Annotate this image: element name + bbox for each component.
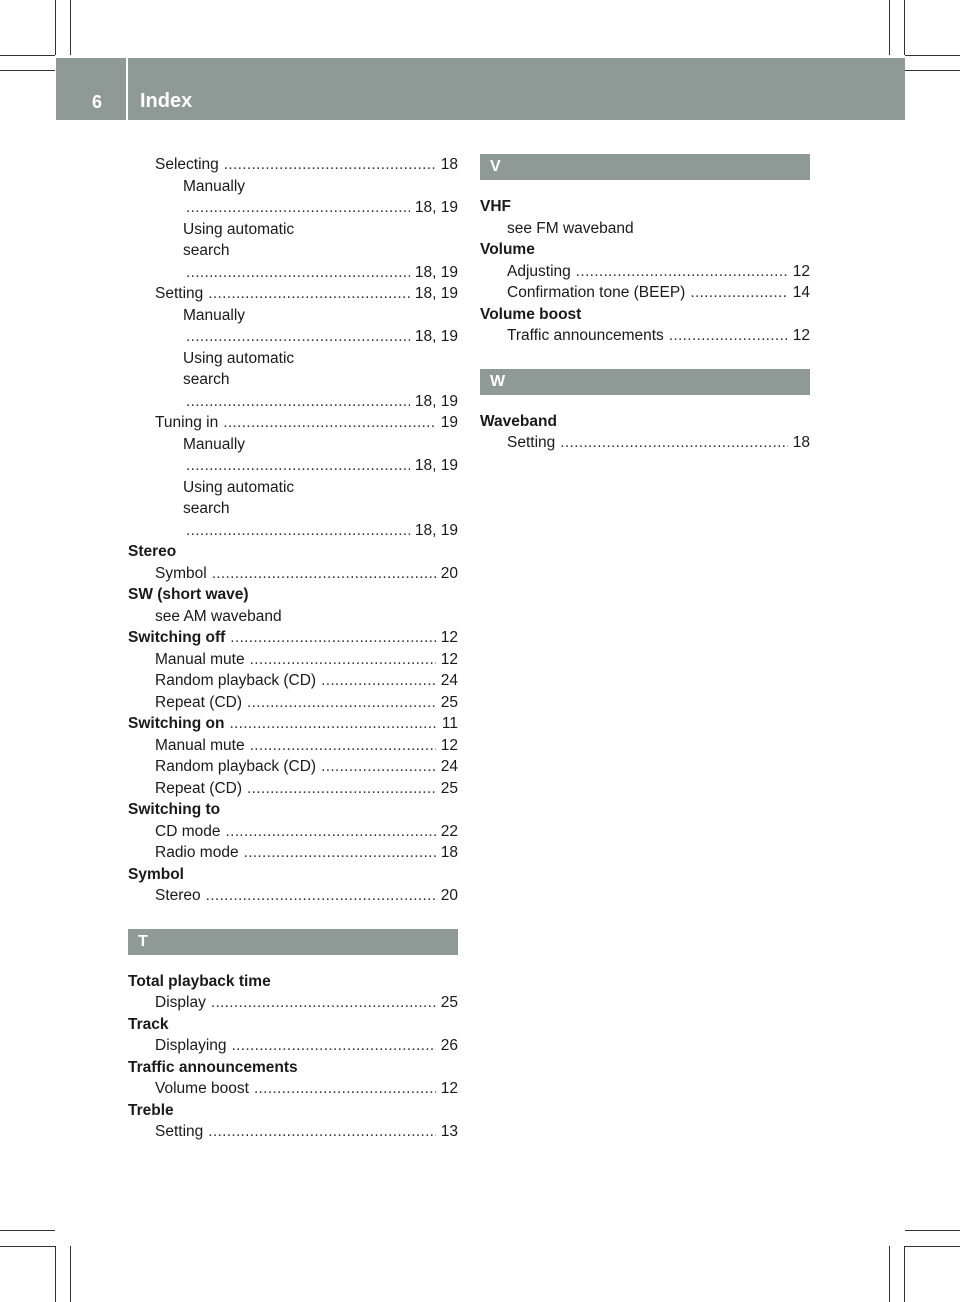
crop-mark	[0, 70, 55, 71]
index-entry	[480, 282, 810, 304]
entry-term: Symbol	[155, 564, 207, 582]
crop-mark	[905, 1230, 960, 1231]
dot-leader	[669, 325, 788, 347]
page-reference: 12	[792, 262, 810, 280]
index-entry	[128, 735, 458, 757]
page-reference: 18, 19	[414, 392, 458, 410]
page-title: Index	[140, 90, 193, 112]
entry-term: Total playback time	[128, 972, 271, 990]
crop-mark	[55, 1246, 56, 1302]
entry-term: Waveband	[480, 412, 557, 430]
page-reference: 25	[440, 994, 458, 1011]
crop-mark	[0, 1246, 55, 1247]
page-reference: 12	[440, 1080, 458, 1097]
page-reference: 12	[440, 629, 458, 646]
crop-mark	[889, 0, 890, 55]
entry-term: Treble	[128, 1101, 174, 1119]
index-entry	[128, 154, 458, 176]
dot-leader	[321, 756, 436, 778]
index-entry	[128, 670, 458, 692]
index-column-left	[128, 154, 458, 1143]
index-entry	[128, 1121, 458, 1143]
entry-term: Manually	[183, 306, 246, 324]
entry-term: search	[183, 242, 230, 259]
index-column-right	[480, 154, 810, 454]
index-entry	[128, 348, 458, 370]
entry-term: Switching on	[128, 715, 225, 732]
entry-term: SW (short wave)	[128, 586, 249, 603]
crop-mark	[70, 1246, 71, 1302]
entry-term: Volume boost	[480, 305, 582, 323]
index-entry	[128, 606, 458, 628]
entry-term: Volume	[480, 241, 535, 258]
index-entry	[128, 1078, 458, 1100]
dot-leader	[576, 261, 788, 283]
index-heading	[128, 1100, 458, 1122]
dot-leader	[230, 627, 435, 649]
entry-term: Volume boost	[155, 1080, 249, 1097]
page-reference: 18, 19	[414, 521, 458, 539]
entry-term: Switching to	[128, 801, 221, 818]
index-entry	[480, 432, 810, 454]
crop-mark	[905, 1246, 960, 1247]
dot-leader	[232, 1035, 436, 1057]
dot-leader	[212, 563, 436, 585]
index-entry	[128, 305, 458, 327]
index-heading	[128, 1014, 458, 1036]
crop-mark	[904, 0, 905, 55]
entry-term: Repeat (CD)	[155, 693, 242, 711]
index-entry	[128, 649, 458, 671]
index-entry	[128, 1035, 458, 1057]
entry-term: Symbol	[128, 865, 184, 883]
dot-leader	[250, 735, 436, 757]
crop-mark	[55, 0, 56, 55]
entry-term: Using automatic	[183, 220, 295, 238]
index-entry	[128, 692, 458, 714]
entry-term: Random playback (CD)	[155, 758, 317, 775]
index-entry	[128, 262, 458, 284]
entry-term: Display	[155, 994, 206, 1011]
entry-term: Manually	[183, 177, 246, 195]
entry-term: Track	[128, 1015, 169, 1033]
dot-leader	[247, 692, 436, 714]
page-reference: 26	[440, 1037, 458, 1054]
index-entry	[128, 842, 458, 864]
dot-leader	[223, 412, 436, 434]
dot-leader	[206, 885, 436, 907]
page-number: 6	[92, 92, 103, 112]
dot-leader	[225, 821, 435, 843]
dot-leader	[208, 1121, 435, 1143]
page-reference: 14	[792, 284, 810, 301]
entry-term: Traffic announcements	[507, 327, 664, 344]
entry-term: Stereo	[155, 887, 201, 904]
page-reference: 25	[440, 779, 458, 797]
index-heading	[128, 541, 458, 563]
entry-term: VHF	[480, 198, 511, 215]
entry-term: Random playback (CD)	[155, 672, 317, 689]
page-reference: 18, 19	[414, 263, 458, 281]
dot-leader	[186, 520, 410, 542]
page-reference: 18, 19	[414, 457, 458, 474]
index-heading	[128, 864, 458, 886]
index-entry	[128, 176, 458, 198]
dot-leader	[250, 649, 436, 671]
index-entry	[128, 455, 458, 477]
page-reference: 22	[440, 822, 458, 840]
index-entry	[128, 563, 458, 585]
index-entry	[128, 520, 458, 542]
index-heading	[480, 304, 810, 326]
index-entry	[128, 778, 458, 800]
index-entry	[128, 283, 458, 305]
dot-leader	[224, 154, 436, 176]
entry-term: Adjusting	[507, 262, 571, 280]
page-reference: 18	[440, 844, 458, 861]
page-reference: 12	[440, 650, 458, 668]
index-heading	[128, 799, 458, 821]
entry-term: Setting	[155, 1123, 204, 1140]
index-entry	[128, 240, 458, 262]
dot-leader	[186, 455, 410, 477]
page-reference: 25	[440, 693, 458, 711]
crop-mark	[0, 55, 55, 56]
index-entry	[128, 498, 458, 520]
index-entry	[128, 627, 458, 649]
index-heading	[480, 196, 810, 218]
entry-term: Displaying	[155, 1037, 227, 1054]
dot-leader	[186, 326, 410, 348]
page-reference: 20	[440, 887, 458, 904]
index-entry	[128, 756, 458, 778]
crop-mark	[905, 55, 960, 56]
page-reference: 12	[792, 327, 810, 344]
entry-term: Setting	[507, 434, 556, 451]
entry-term: Confirmation tone (BEEP)	[507, 284, 686, 301]
entry-term: search	[183, 371, 230, 388]
page-reference: 13	[440, 1123, 458, 1140]
index-heading	[128, 971, 458, 993]
entry-term: Using automatic	[183, 478, 295, 496]
dot-leader	[229, 713, 436, 735]
index-entry	[128, 477, 458, 499]
entry-term: Radio mode	[155, 844, 239, 861]
crop-mark	[70, 0, 71, 55]
index-heading	[480, 411, 810, 433]
entry-term: Manual mute	[155, 736, 245, 754]
index-entry	[128, 391, 458, 413]
index-entry	[480, 325, 810, 347]
dot-leader	[254, 1078, 436, 1100]
entry-term: Using automatic	[183, 349, 295, 367]
entry-term: search	[183, 500, 230, 517]
dot-leader	[186, 391, 410, 413]
index-entry	[128, 885, 458, 907]
page-reference: 12	[440, 736, 458, 754]
index-entry	[128, 326, 458, 348]
page-reference: 18, 19	[414, 328, 458, 345]
entry-term: Selecting	[155, 156, 219, 173]
entry-term: see AM waveband	[155, 607, 282, 625]
index-entry	[128, 821, 458, 843]
crop-mark	[905, 70, 960, 71]
entry-term: Manually	[183, 435, 246, 453]
dot-leader	[208, 283, 410, 305]
index-entry	[128, 219, 458, 241]
page-reference: 18	[792, 434, 810, 451]
dot-leader	[244, 842, 436, 864]
index-entry	[480, 218, 810, 240]
section-letter-header: V	[480, 154, 810, 180]
dot-leader	[321, 670, 436, 692]
dot-leader	[560, 432, 787, 454]
page-reference: 20	[440, 564, 458, 582]
dot-leader	[211, 992, 436, 1014]
index-entry	[128, 197, 458, 219]
page-reference: 11	[441, 715, 458, 732]
index-entry	[128, 369, 458, 391]
dot-leader	[690, 282, 787, 304]
entry-term: Setting	[155, 285, 204, 302]
index-entry	[128, 412, 458, 434]
crop-mark	[904, 1246, 905, 1302]
index-heading	[128, 584, 458, 606]
index-entry	[128, 992, 458, 1014]
entry-term: CD mode	[155, 822, 221, 840]
index-heading	[480, 239, 810, 261]
entry-term: Tuning in	[155, 414, 219, 431]
page-reference: 19	[440, 414, 458, 431]
page-reference: 24	[440, 758, 458, 775]
entry-term: Traffic announcements	[128, 1058, 298, 1076]
crop-mark	[889, 1246, 890, 1302]
page-reference: 18	[440, 156, 458, 173]
entry-term: see FM waveband	[507, 219, 634, 237]
entry-term: Stereo	[128, 543, 177, 560]
crop-mark	[0, 1230, 55, 1231]
dot-leader	[186, 262, 410, 284]
entry-term: Switching off	[128, 629, 226, 646]
page-reference: 18, 19	[414, 199, 458, 216]
header-divider	[126, 58, 128, 120]
index-heading	[128, 1057, 458, 1079]
section-letter-header: T	[128, 929, 458, 955]
index-entry	[128, 434, 458, 456]
page-reference: 18, 19	[414, 285, 458, 302]
dot-leader	[247, 778, 436, 800]
index-entry	[480, 261, 810, 283]
page-reference: 24	[440, 672, 458, 689]
dot-leader	[186, 197, 410, 219]
entry-term: Repeat (CD)	[155, 779, 242, 797]
entry-term: Manual mute	[155, 650, 245, 668]
section-letter-header: W	[480, 369, 810, 395]
index-entry	[128, 713, 458, 735]
